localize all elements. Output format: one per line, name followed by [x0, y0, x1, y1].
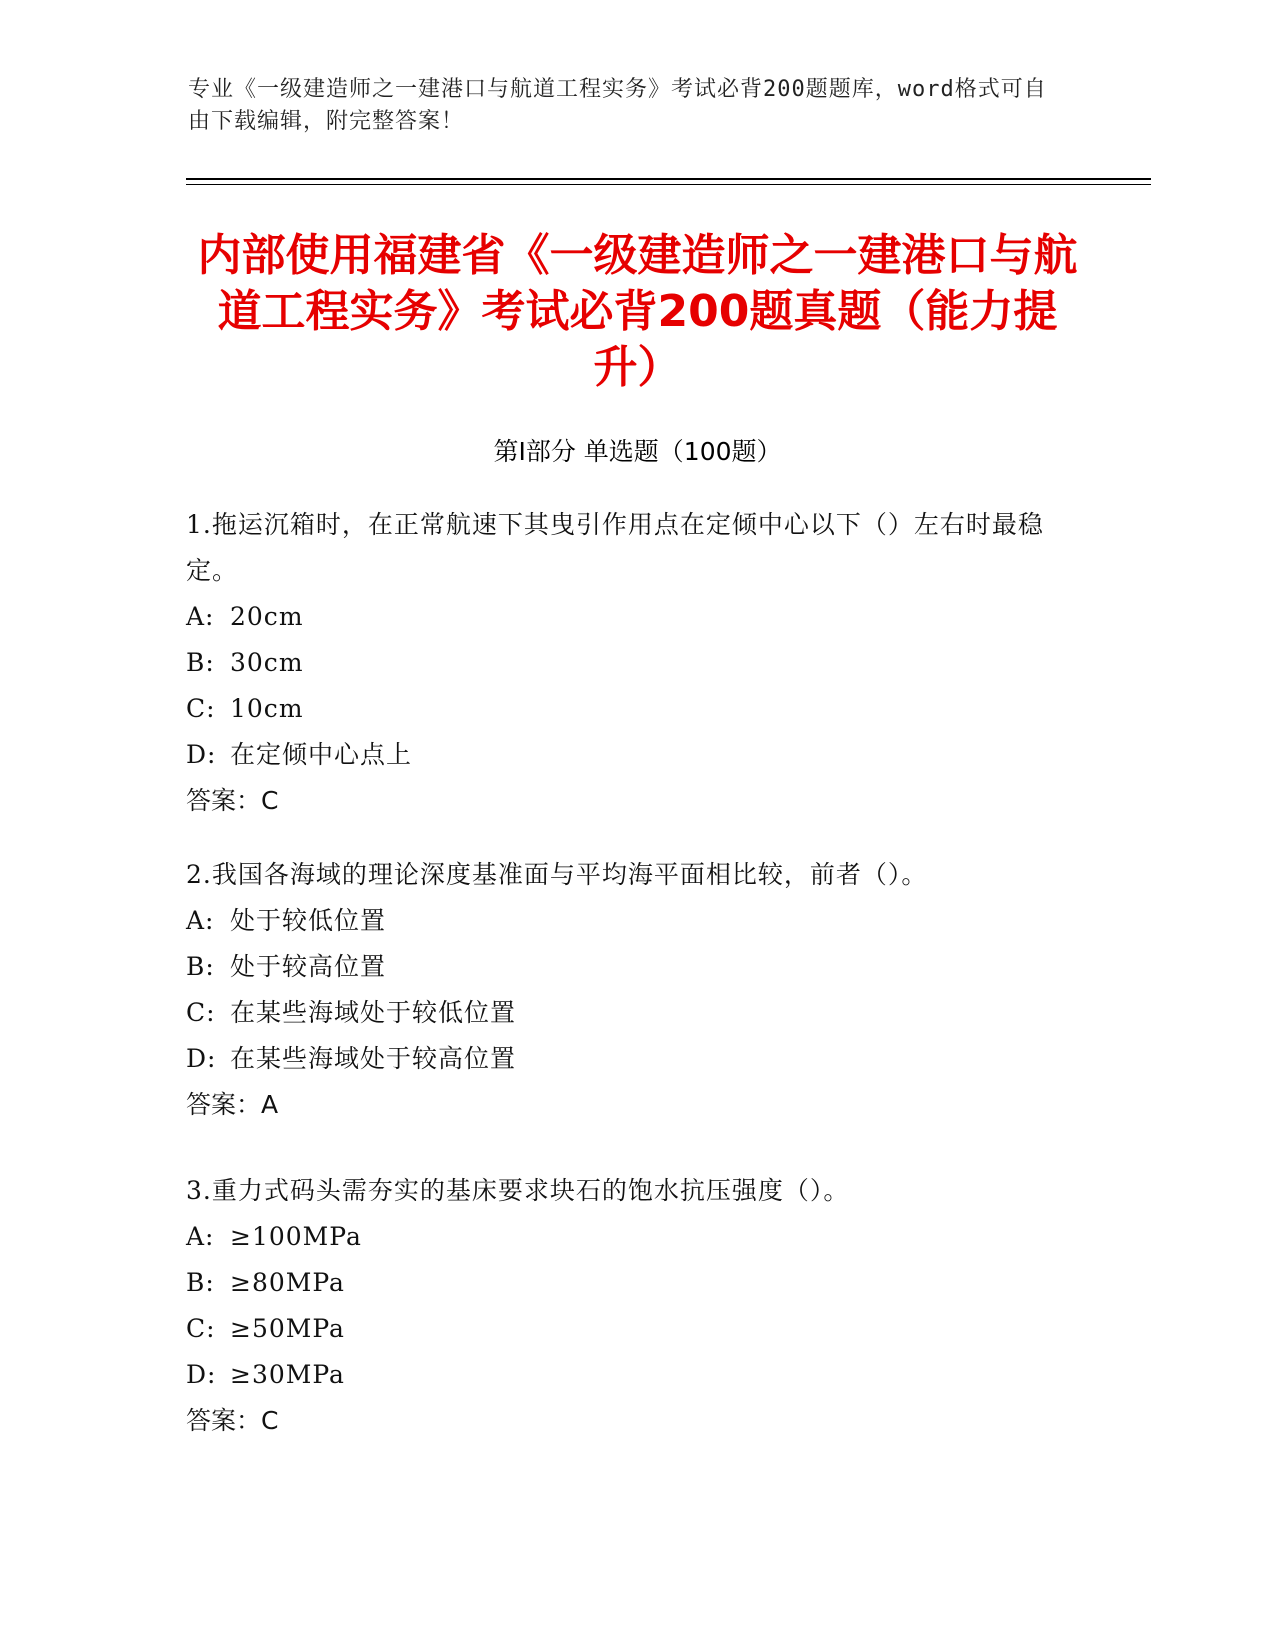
option-letter: C:: [186, 998, 216, 1027]
question-text: 2.我国各海域的理论深度基准面与平均海平面相比较，前者（）。: [186, 860, 928, 889]
option-letter: B:: [186, 1268, 215, 1297]
option-d: [186, 1352, 1066, 1398]
option-text: 在某些海域处于较低位置: [230, 998, 517, 1027]
question-text: 1.拖运沉箱时，在正常航速下其曳引作用点在定倾中心以下（）左右时最稳定。: [186, 510, 1044, 585]
option-b: [186, 640, 1066, 686]
header-rule-thick: [186, 178, 1151, 180]
answer-line: 答案：A: [186, 1090, 279, 1119]
option-letter: C:: [186, 1314, 216, 1343]
option-letter: D:: [186, 1360, 217, 1389]
option-text: 30cm: [230, 648, 304, 677]
option-letter: C:: [186, 694, 216, 723]
option-letter: A:: [186, 1222, 215, 1251]
option-text: ≥100MPa: [230, 1222, 362, 1251]
question-2: [186, 852, 1066, 1128]
option-a: [186, 594, 1066, 640]
option-a: [186, 898, 1066, 944]
option-letter: A:: [186, 906, 215, 935]
option-b: [186, 1260, 1066, 1306]
option-text: ≥80MPa: [230, 1268, 345, 1297]
option-text: 20cm: [230, 602, 304, 631]
option-d: [186, 732, 1066, 778]
option-text: 处于较高位置: [230, 952, 387, 981]
header-rule-thin: [186, 184, 1151, 185]
option-letter: D:: [186, 1044, 217, 1073]
option-a: [186, 1214, 1066, 1260]
option-letter: B:: [186, 648, 215, 677]
option-letter: A:: [186, 602, 215, 631]
option-text: ≥50MPa: [230, 1314, 345, 1343]
option-text: 处于较低位置: [230, 906, 387, 935]
document-title: 内部使用福建省《一级建造师之一建港口与航道工程实务》考试必背200题真题（能力提升）: [197, 230, 1078, 393]
option-text: 在某些海域处于较高位置: [230, 1044, 517, 1073]
answer-line: 答案：C: [186, 786, 279, 815]
question-text: 3.重力式码头需夯实的基床要求块石的饱水抗压强度（）。: [186, 1176, 850, 1205]
option-b: [186, 944, 1066, 990]
option-d: [186, 1036, 1066, 1082]
section-heading: 第I部分 单选题（100题）: [493, 437, 782, 466]
option-text: 在定倾中心点上: [230, 740, 413, 769]
option-c: [186, 1306, 1066, 1352]
question-1: [186, 502, 1066, 824]
answer-line: 答案：C: [186, 1406, 279, 1435]
option-text: ≥30MPa: [230, 1360, 345, 1389]
option-letter: D:: [186, 740, 217, 769]
question-3: [186, 1168, 1066, 1444]
option-c: [186, 990, 1066, 1036]
option-letter: B:: [186, 952, 215, 981]
header-note: 专业《一级建造师之一建港口与航道工程实务》考试必背200题题库，word格式可自由下载编辑，附完整答案！: [188, 77, 1047, 134]
option-text: 10cm: [230, 694, 304, 723]
option-c: [186, 686, 1066, 732]
